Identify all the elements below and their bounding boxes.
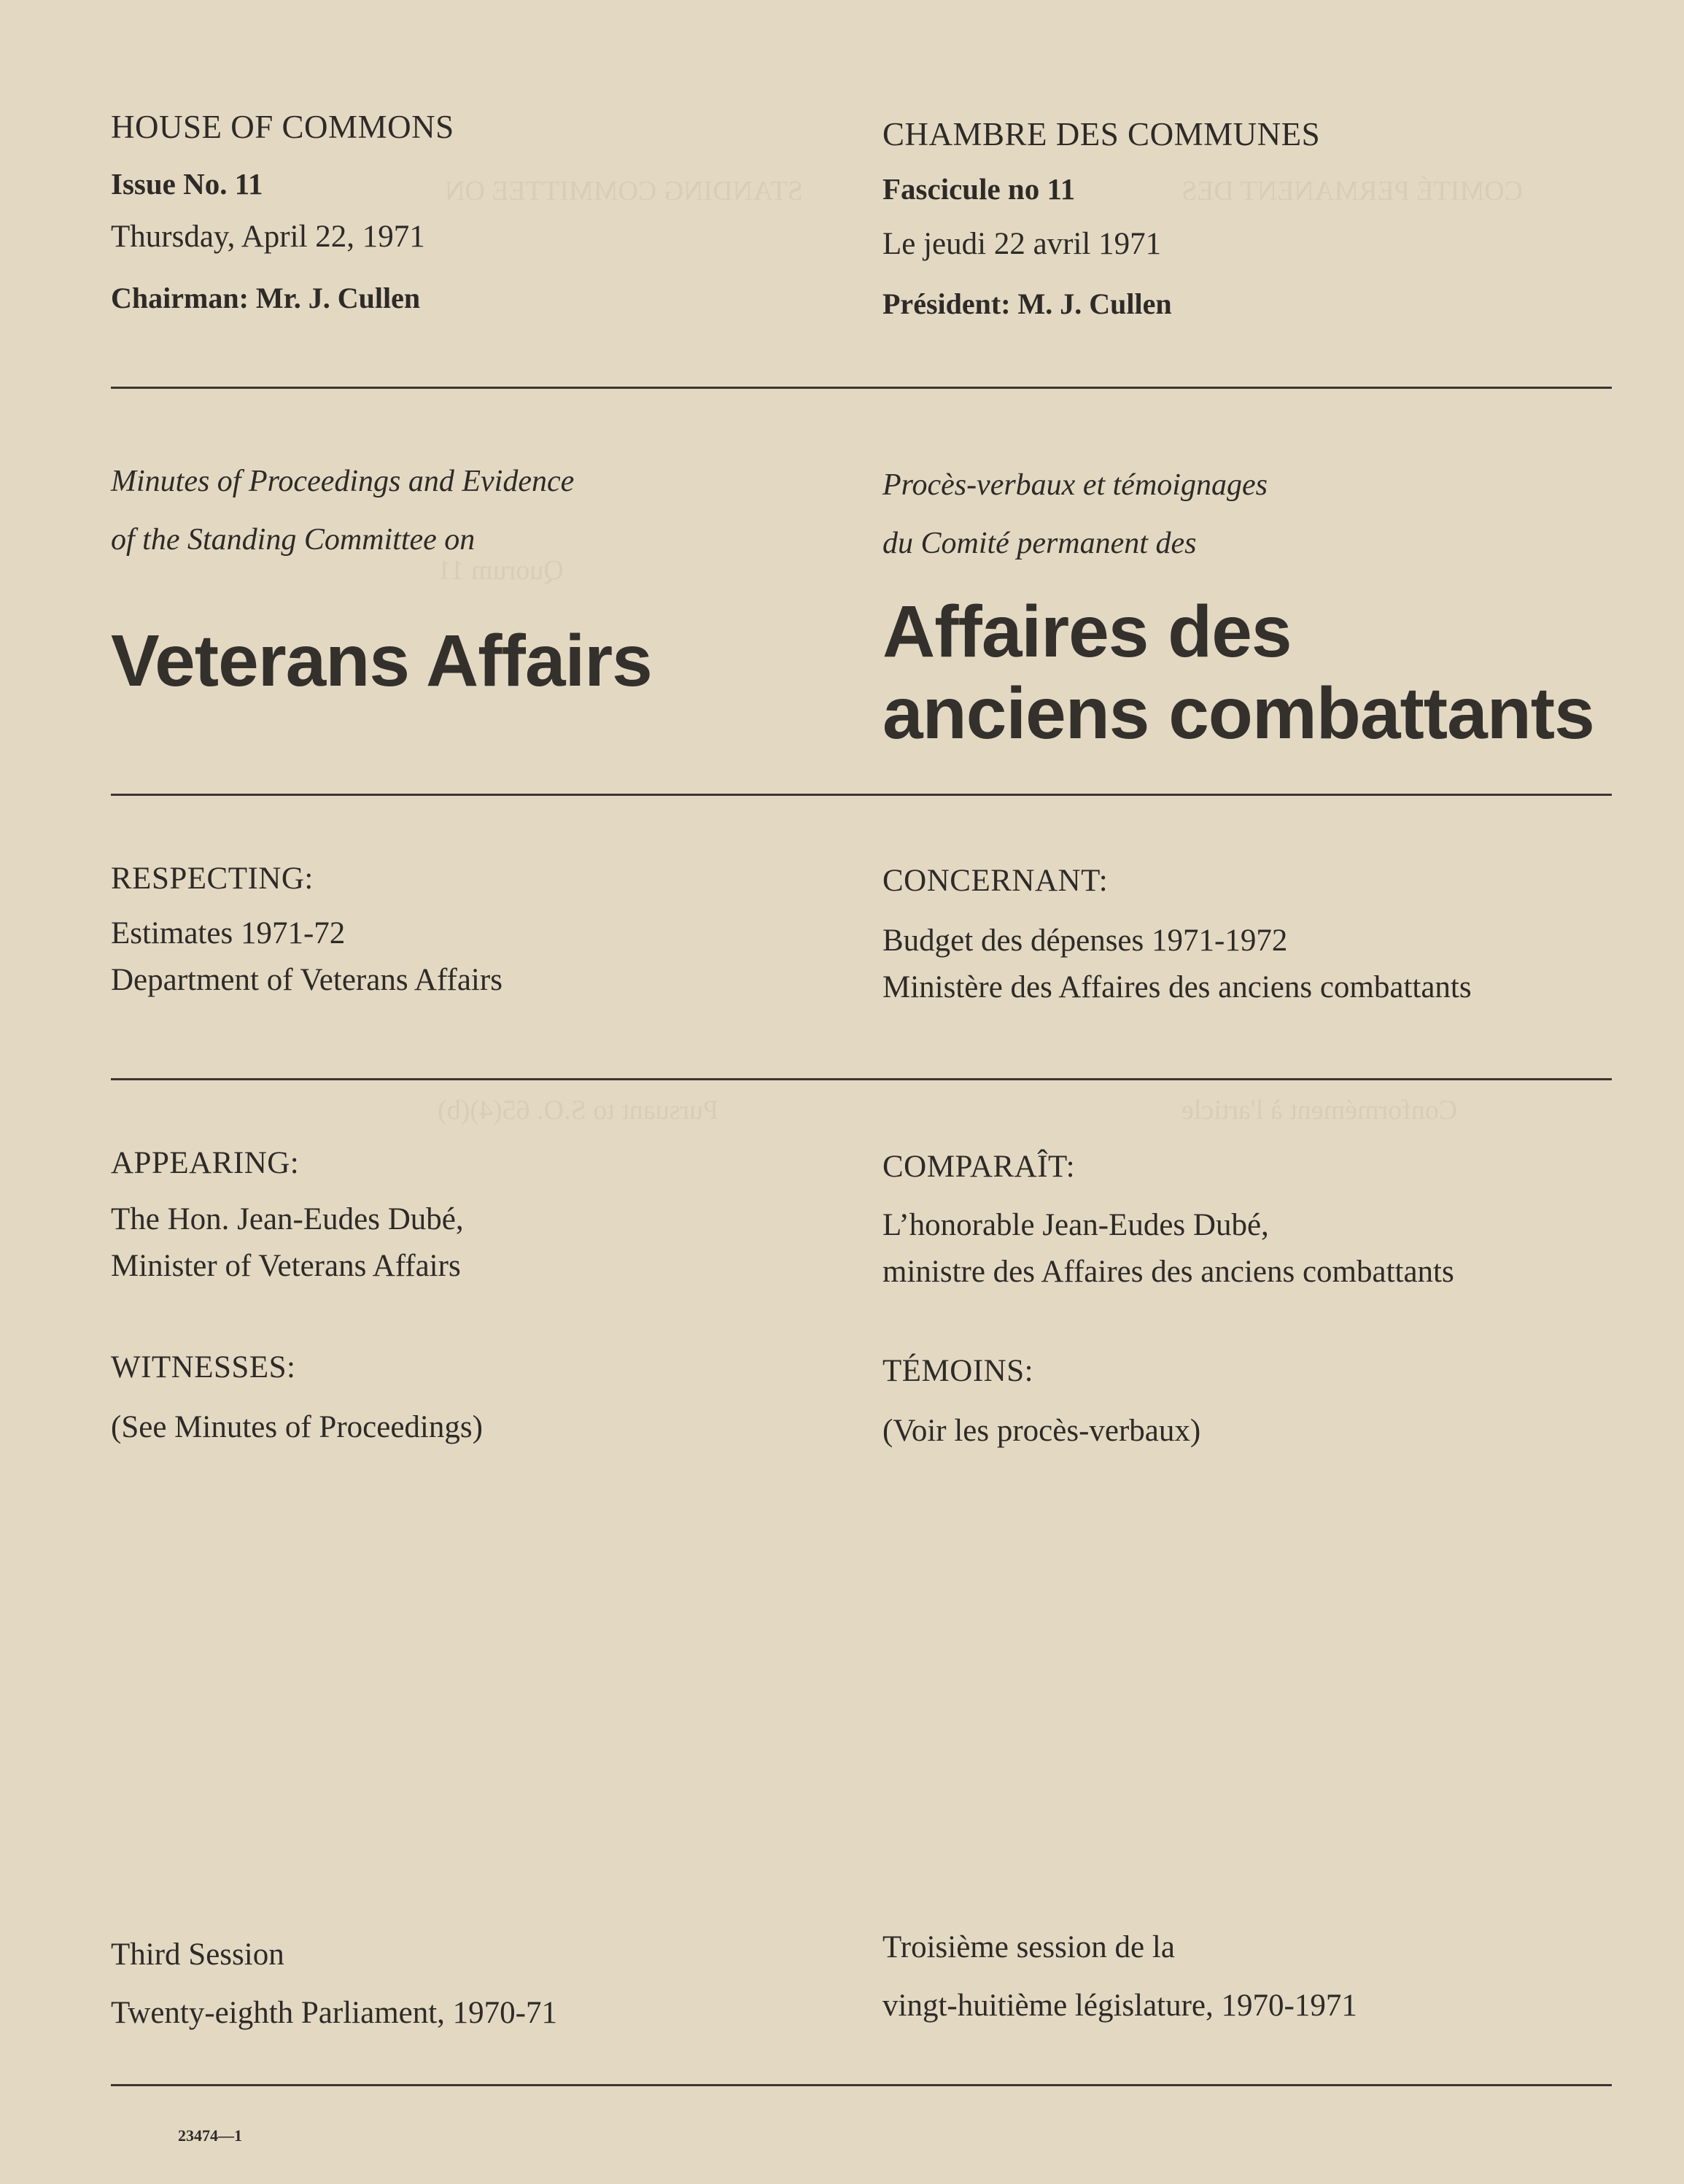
rule-under-header: [111, 387, 1612, 389]
session-line-2: Twenty-eighth Parliament, 1970-71: [111, 1996, 557, 2030]
session-line-1-fr: Troisième session de la: [882, 1930, 1175, 1964]
session-info-fr: [882, 1918, 1357, 2035]
minutes-heading: [111, 452, 840, 569]
respecting-text: [111, 910, 503, 1004]
session-line-1: Third Session: [111, 1937, 284, 1972]
rule-under-respecting: [111, 1078, 1612, 1080]
appearing-label-fr: COMPARAÎT:: [882, 1150, 1076, 1184]
respecting-line-1-fr: Budget des dépenses 1971-1972: [882, 923, 1288, 958]
document-number: 23474—1: [178, 2126, 242, 2145]
witnesses-text-fr: (Voir les procès-verbaux): [882, 1414, 1201, 1448]
committee-title-fr: [882, 591, 1594, 754]
minutes-line-2: of the Standing Committee on: [111, 523, 476, 557]
minutes-line-1-fr: Procès-verbaux et témoignages: [882, 468, 1268, 502]
meeting-date-fr: Le jeudi 22 avril 1971: [882, 227, 1162, 261]
rule-bottom: [111, 2084, 1612, 2086]
meeting-date: Thursday, April 22, 1971: [111, 220, 425, 254]
respecting-line-2-fr: Ministère des Affaires des anciens combattants: [882, 970, 1472, 1004]
appearing-line-2-fr: ministre des Affaires des anciens combattants: [882, 1255, 1454, 1289]
minutes-line-1: Minutes of Proceedings and Evidence: [111, 465, 575, 498]
chairman: Chairman: Mr. J. Cullen: [111, 282, 421, 314]
witnesses-label-fr: TÉMOINS:: [882, 1354, 1034, 1388]
chairman-fr: Président: M. J. Cullen: [882, 287, 1172, 320]
issue-number: Issue No. 11: [111, 167, 263, 201]
respecting-label: RESPECTING:: [111, 861, 314, 896]
respecting-line-1: Estimates 1971-72: [111, 916, 346, 950]
witnesses-label: WITNESSES:: [111, 1350, 296, 1385]
committee-title-fr-line-1: Affaires des: [882, 591, 1292, 673]
session-line-2-fr: vingt-huitième législature, 1970-1971: [882, 1989, 1357, 2023]
appearing-line-1: The Hon. Jean-Eudes Dubé,: [111, 1202, 464, 1236]
respecting-text-fr: [882, 918, 1472, 1011]
issue-number-fr: Fascicule no 11: [882, 172, 1076, 206]
session-info: [111, 1926, 557, 2042]
rule-under-title: [111, 794, 1612, 796]
house-name-fr: CHAMBRE DES COMMUNES: [882, 116, 1321, 152]
respecting-line-2: Department of Veterans Affairs: [111, 963, 503, 997]
witnesses-text: (See Minutes of Proceedings): [111, 1410, 483, 1444]
committee-title: Veterans Affairs: [111, 620, 652, 702]
committee-title-fr-line-2: anciens combattants: [882, 673, 1594, 754]
minutes-line-2-fr: du Comité permanent des: [882, 527, 1197, 560]
minutes-heading-fr: [882, 456, 1612, 573]
appearing-line-1-fr: L’honorable Jean-Eudes Dubé,: [882, 1208, 1269, 1242]
appearing-text: [111, 1196, 464, 1290]
appearing-line-2: Minister of Veterans Affairs: [111, 1249, 461, 1283]
respecting-label-fr: CONCERNANT:: [882, 864, 1109, 898]
appearing-label: APPEARING:: [111, 1146, 300, 1180]
appearing-text-fr: [882, 1202, 1454, 1296]
house-name: HOUSE OF COMMONS: [111, 109, 454, 145]
